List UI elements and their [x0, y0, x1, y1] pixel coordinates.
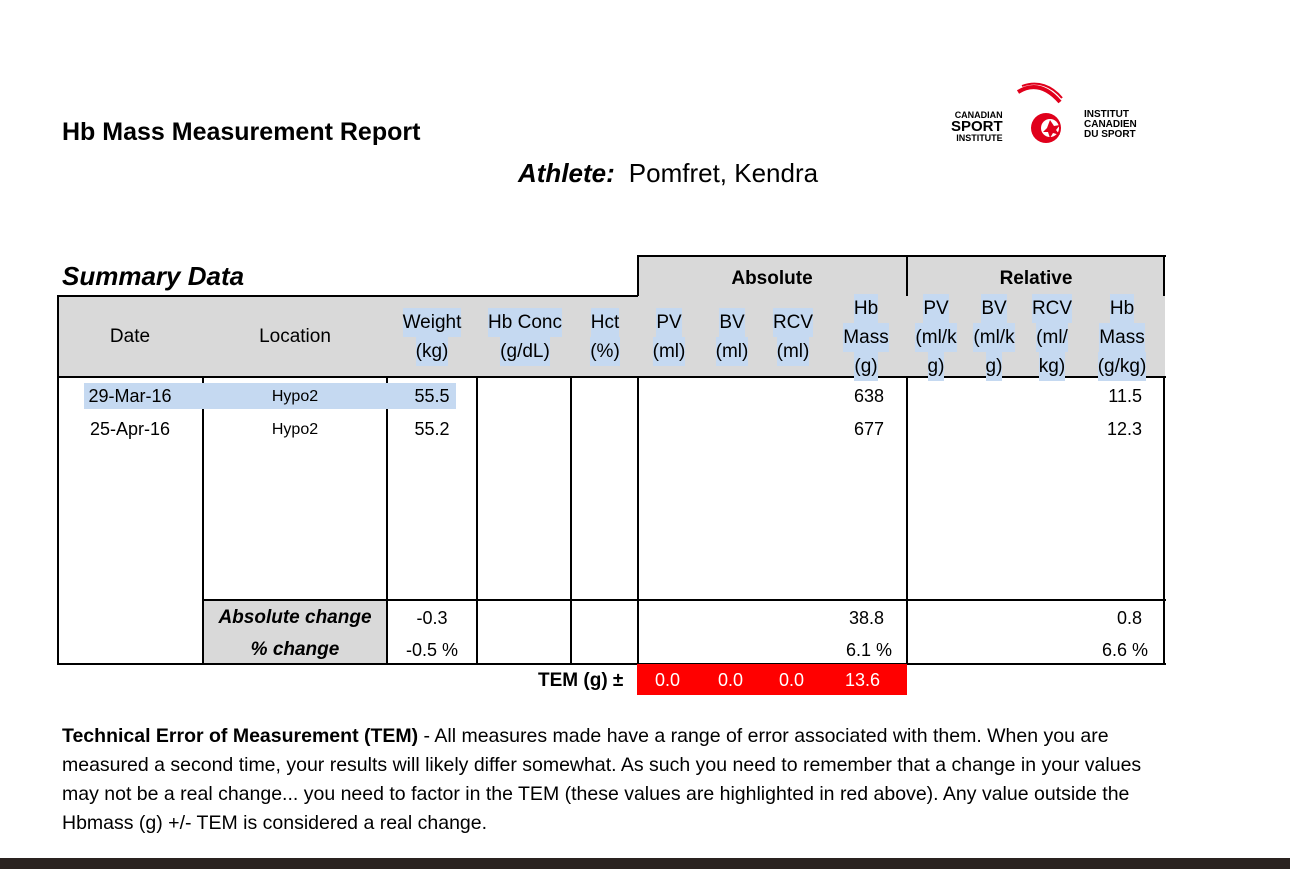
logo-fr-line2: CANADIEN [1084, 119, 1137, 130]
row-weight[interactable]: 55.2 [414, 419, 450, 439]
absolute-change-rel-hb-mass[interactable]: 0.8 [1116, 608, 1142, 628]
col-pv: PV (ml) [644, 308, 694, 366]
col-rcv: RCV (ml) [767, 308, 819, 366]
row-hb-mass[interactable]: 638 [853, 386, 884, 406]
percent-change-rel-hb-mass[interactable]: 6.6 % [1101, 640, 1148, 660]
col-bv: BV (ml) [707, 308, 757, 366]
bottom-edge [0, 858, 1290, 869]
logo-fr-line3: DU SPORT [1084, 129, 1136, 140]
col-rel-rcv: RCV (ml/ kg) [1024, 294, 1080, 381]
athlete-line [518, 158, 818, 189]
col-location: Location [259, 326, 331, 347]
logo-en-line1: CANADIAN [954, 110, 1003, 120]
tem-explanation [62, 722, 1172, 838]
row-rel-hb-mass[interactable]: 12.3 [1106, 419, 1142, 439]
percent-change-label: % change [250, 639, 340, 660]
table-row[interactable]: 25-Apr-16 [89, 419, 171, 439]
col-hb-conc: Hb Conc (g/dL) [479, 308, 571, 366]
table-row[interactable]: 29-Mar-16 [88, 386, 172, 406]
row-location[interactable]: Hypo2 [271, 388, 319, 405]
logo-fr-line1: INSTITUT [1084, 109, 1129, 120]
report-title: Hb Mass Measurement Report [62, 118, 421, 146]
row-weight[interactable]: 55.5 [414, 386, 450, 406]
col-date: Date [109, 326, 151, 347]
tem-explanation-lead: Technical Error of Measurement (TEM) [62, 725, 419, 747]
col-hb-mass: Hb Mass (g) [836, 294, 896, 381]
col-weight: Weight (kg) [396, 308, 468, 366]
col-rel-hb-mass: Hb Mass (g/kg) [1090, 294, 1154, 381]
athlete-name: Pomfret, Kendra [628, 158, 819, 188]
tem-rcv[interactable]: 0.0 [779, 670, 805, 690]
tem-bv[interactable]: 0.0 [718, 670, 744, 690]
summary-title: Summary Data [62, 261, 245, 291]
tem-pv[interactable]: 0.0 [655, 670, 681, 690]
absolute-change-weight[interactable]: -0.3 [416, 608, 448, 628]
group-relative: Relative [999, 268, 1073, 289]
col-hct: Hct (%) [580, 308, 630, 366]
row-location[interactable]: Hypo2 [271, 421, 319, 438]
tem-explanation-text: - All measures made have a range of error associated with them. When you are measured a second time, your results will likely differ somewhat. As such you need to remember that a change in your values may not be a real change... you need to factor in the TEM (these values are highlighted in red above). Any value outside the Hbmass (g) +/- TEM is considered a real change. [62, 725, 1142, 834]
logo-en-line2: SPORT [951, 118, 1003, 135]
row-hb-mass[interactable]: 677 [853, 419, 884, 439]
logo-en-line3: INSTITUTE [956, 133, 1003, 143]
percent-change-hb-mass[interactable]: 6.1 % [845, 640, 892, 660]
absolute-change-hb-mass[interactable]: 38.8 [848, 608, 884, 628]
group-absolute: Absolute [731, 268, 813, 289]
absolute-change-label: Absolute change [218, 607, 372, 628]
tem-label: TEM (g) ± [538, 670, 624, 691]
percent-change-weight[interactable]: -0.5 % [405, 640, 459, 660]
col-rel-bv: BV (ml/k g) [966, 294, 1022, 381]
tem-hb-mass[interactable]: 13.6 [845, 670, 881, 690]
col-rel-pv: PV (ml/k g) [908, 294, 964, 381]
csi-logo [948, 80, 1153, 150]
athlete-label: Athlete: [518, 158, 615, 188]
row-rel-hb-mass[interactable]: 11.5 [1108, 386, 1142, 406]
